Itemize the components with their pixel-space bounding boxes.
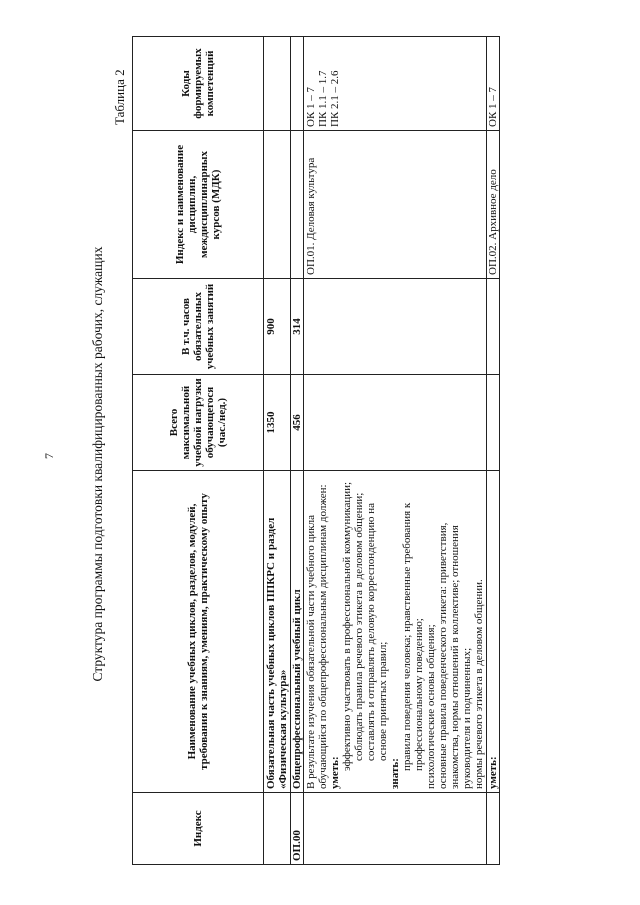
cell-empty — [487, 793, 500, 865]
header-row — [133, 37, 264, 865]
cell-empty — [304, 279, 487, 375]
header-max-load: Всего максимальной учебной нагрузки обучающегося (час./нед.) — [133, 375, 264, 471]
cell-empty — [487, 279, 500, 375]
cell-name: Общепрофессиональный учебный цикл — [291, 471, 304, 793]
znat-item: психологические основы общения; — [425, 624, 437, 789]
cell-name: Обязательная часть учебных циклов ППКРС и раздел «Физическая культура» — [264, 471, 291, 793]
structure-table — [132, 36, 500, 865]
cell-empty — [264, 131, 291, 279]
cell-mandatory: 314 — [291, 279, 304, 375]
cell-empty — [487, 375, 500, 471]
cell-requirements — [304, 471, 487, 793]
cell-max-load: 1350 — [264, 375, 291, 471]
umet-label: уметь: — [487, 471, 500, 793]
competency-code: ОК 1 – 7 — [305, 86, 317, 127]
znat-label: знать: — [389, 758, 401, 789]
umet-label: уметь: — [329, 756, 341, 789]
competency-code: ПК 2.1 – 2.6 — [329, 70, 341, 127]
table-row-op02 — [487, 37, 500, 865]
header-competencies: Коды формируемых компетенций — [133, 37, 264, 131]
umet-item: составлять и отправлять деловую корреспонденцию на основе принятых правил; — [365, 502, 389, 761]
header-discipline: Индекс и наименование дисциплин, междисциплинарных курсов (МДК) — [133, 131, 264, 279]
cell-empty — [291, 131, 304, 279]
header-index: Индекс — [133, 793, 264, 865]
competency-code: ПК 1.1 – 1.7 — [317, 70, 329, 127]
cell-index: ОП.00 — [291, 793, 304, 865]
umet-item: эффективно участвовать в профессиональной коммуникации; — [341, 481, 353, 771]
table-label: Таблица 2 — [112, 69, 127, 125]
requirements-intro: В результате изучения обязательной части учебного цикла обучающийся по общепрофессиональным дисциплинам должен: — [305, 484, 329, 789]
cell-empty — [304, 375, 487, 471]
table-row-mandatory-part — [264, 37, 291, 865]
cell-discipline: ОП.01. Деловая культура — [304, 131, 487, 279]
cell-empty — [264, 37, 291, 131]
znat-item: нормы речевого этикета в деловом общении. — [473, 579, 485, 789]
cell-competencies: ОК 1 – 7 — [487, 37, 500, 131]
page-number: 7 — [42, 453, 56, 459]
table-row-op01 — [304, 37, 487, 865]
znat-item: правила поведения человека; нравственные требования к профессиональному поведению; — [401, 502, 425, 771]
cell-empty — [291, 37, 304, 131]
cell-empty — [304, 793, 487, 865]
header-mandatory: В т.ч. часов обязательных учебных занятий — [133, 279, 264, 375]
cell-max-load: 456 — [291, 375, 304, 471]
table-row-op00 — [291, 37, 304, 865]
cell-discipline: ОП.02. Архивное дело — [487, 131, 500, 279]
document-title: Структура программы подготовки квалифицированных рабочих, служащих — [90, 246, 105, 682]
cell-mandatory: 900 — [264, 279, 291, 375]
znat-item: основные правила поведенческого этикета: приветствия, знакомства, нормы отношений в коллективе; отношения руководителя и подчиненных; — [437, 522, 473, 789]
header-name: Наименование учебных циклов, разделов, модулей, требования к знаниям, умениям, практическому опыту — [133, 471, 264, 793]
umet-item: соблюдать правила речевого этикета в деловом общении; — [353, 492, 365, 761]
cell-empty — [264, 793, 291, 865]
cell-competencies — [304, 37, 487, 131]
